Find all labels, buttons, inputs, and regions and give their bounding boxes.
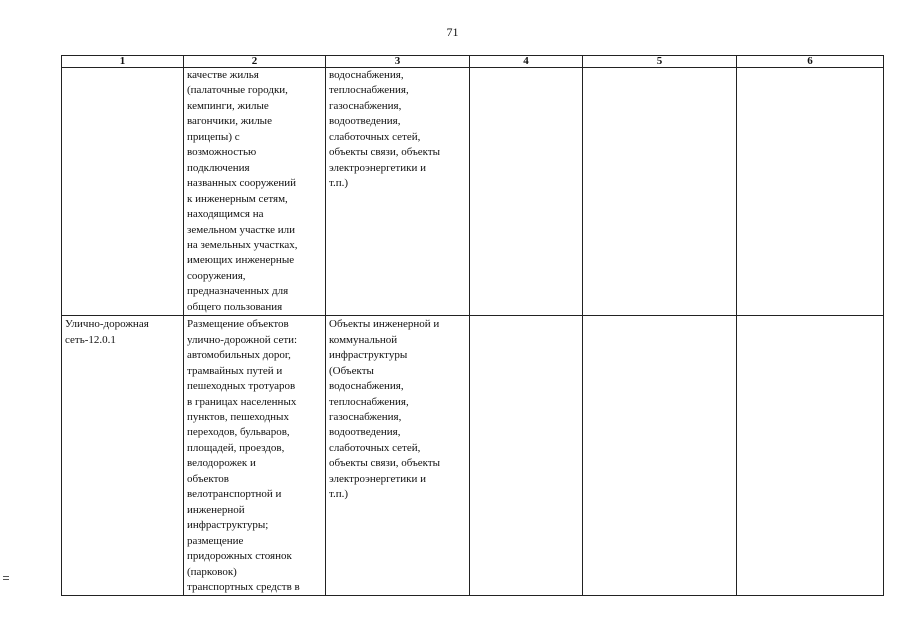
- column-header-2: 2: [184, 56, 326, 68]
- table-cell: [583, 316, 737, 596]
- cell-text: Объекты инженерной и коммунальной инфраструктуры (Объекты водоснабжения, теплоснабжения, газоснабжения, водоотведения, слаботочных сетей, объекты связи, объекты электроэнергетики и т.п.): [329, 318, 441, 501]
- cell-text: качестве жилья (палаточные городки, кемпинги, жилые вагончики, жилые прицепы) с возможностью подключения названных сооружений к инженерным сетям, находящимся на земельном участке или на земельных участках, имеющих инженерные сооружения, предназначенных для общего пользования: [187, 69, 298, 313]
- table-row: [62, 68, 884, 316]
- table-cell: [184, 68, 326, 316]
- table-cell: [737, 316, 884, 596]
- table-cell: [62, 68, 184, 316]
- table-cell: [326, 316, 470, 596]
- cell-text: [586, 316, 733, 317]
- table-cell: [184, 316, 326, 596]
- document-table: [61, 55, 884, 596]
- cell-text: [473, 316, 579, 317]
- table-cell: [470, 68, 583, 316]
- table-row: [62, 316, 884, 596]
- cell-text: Улично-дорожная сеть-12.0.1: [65, 318, 149, 346]
- column-header-5: 5: [583, 56, 737, 68]
- margin-scan-mark: [3, 576, 9, 582]
- cell-text: водоснабжения, теплоснабжения, газоснабжения, водоотведения, слаботочных сетей, объекты связи, объекты электроэнергетики и т.п.): [329, 69, 441, 190]
- page-number: 71: [446, 25, 459, 39]
- column-header-6: 6: [737, 56, 884, 68]
- table-cell: [583, 68, 737, 316]
- table-cell: [737, 68, 884, 316]
- column-header-1: 1: [62, 56, 184, 68]
- table-cell: [62, 316, 184, 596]
- table-cell: [470, 316, 583, 596]
- column-header-3: 3: [326, 56, 470, 68]
- cell-text: Размещение объектов улично-дорожной сети: автомобильных дорог, трамвайных путей и пешеходных тротуаров в границах населенных пунктов, пешеходных переходов, бульваров, площадей, проездов, велодорожек и объектов велотранспортной и инженерной инфраструктуры; размещение придорожных стоянок (парковок) транспортных средств в: [187, 318, 300, 593]
- table-cell: [326, 68, 470, 316]
- table-header-row: [62, 56, 884, 68]
- cell-text: [740, 316, 880, 317]
- column-header-4: 4: [470, 56, 583, 68]
